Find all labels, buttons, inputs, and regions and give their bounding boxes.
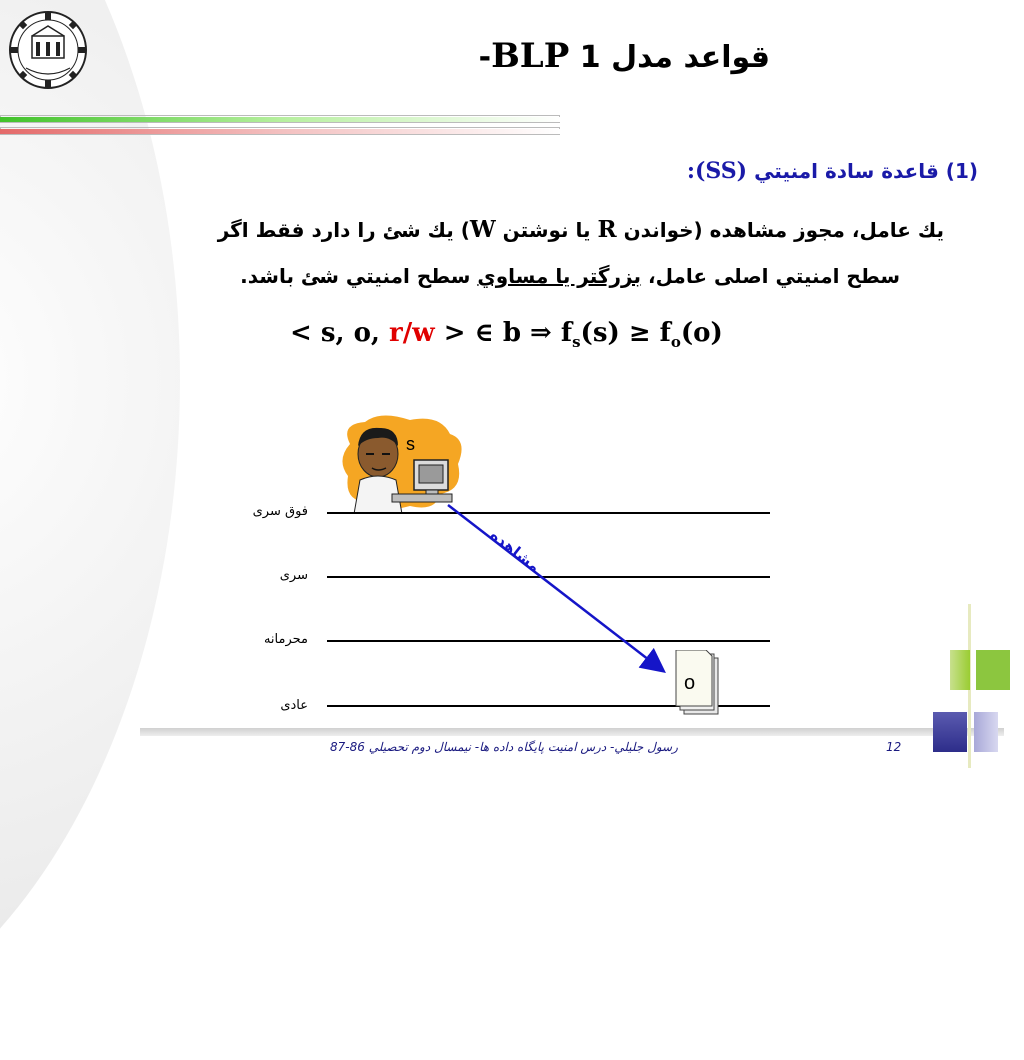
level-label-secret: سری [279,568,308,583]
para-line2-b: سطح امنيتي شئ باشد. [240,264,471,288]
para-line1-a: يك عامل، مجوز مشاهده (خواندن [623,218,944,242]
heading-number: (1) [945,159,978,183]
university-logo [8,10,88,90]
para-underlined: بزرگتر يا مساوي [477,264,642,288]
subject-label: s [406,434,415,454]
decor-square-lavender [974,712,998,752]
formula-sub-s: s [572,333,581,352]
formula-end: (o) [680,318,723,348]
object-label: o [684,672,696,694]
title-rest: قواعد مدل [611,40,770,75]
level-label-confidential: محرمانه [263,632,308,647]
ss-formula [290,318,723,351]
heading-text: قاعدة سادة امنيتي [754,159,939,183]
subject-person-at-computer [340,414,470,514]
rule-paragraph-line-2 [240,264,900,288]
para-letter-w: W [469,216,496,243]
para-line1-c: ) يك شئ را دارد فقط اگر [217,218,470,242]
decor-square-navy [933,712,967,752]
title-underline-red [0,129,560,134]
level-label-unclassified: عادی [280,698,308,713]
formula-mid: (s) ≥ f [580,318,671,348]
para-line1-b: يا نوشتن [502,218,591,242]
para-letter-r: R [597,216,617,243]
title-blp: BLP [491,36,570,76]
para-line2-a: سطح امنيتي اصلی عامل، [647,264,900,288]
read-arrow [440,500,680,680]
rule-heading [687,158,978,184]
footer-divider [140,728,1004,736]
decor-square-green [976,650,1010,690]
object-document-icon [672,650,724,716]
rule-paragraph-line-1 [218,216,944,243]
title-prefix: 1- [478,40,601,75]
heading-abbr: (SS): [686,158,748,184]
background-arc [0,0,180,1060]
page-number: 12 [886,740,902,754]
formula-close: > ∈ b ⇒ f [443,318,573,348]
title-underline-green [0,117,560,122]
formula-open: < s, o, [290,318,380,348]
arrow-label: مشاهده [486,526,544,576]
slide-title [430,36,770,96]
formula-sub-o: o [670,333,681,352]
level-label-top-secret: فوق سری [252,504,308,519]
decor-square-light-green [950,650,970,690]
formula-rw: r/w [389,318,435,348]
footer-text: رسول جليلي- درس امنيت پايگاه داده ها- نيمسال دوم تحصيلي 86-87 [330,740,678,754]
